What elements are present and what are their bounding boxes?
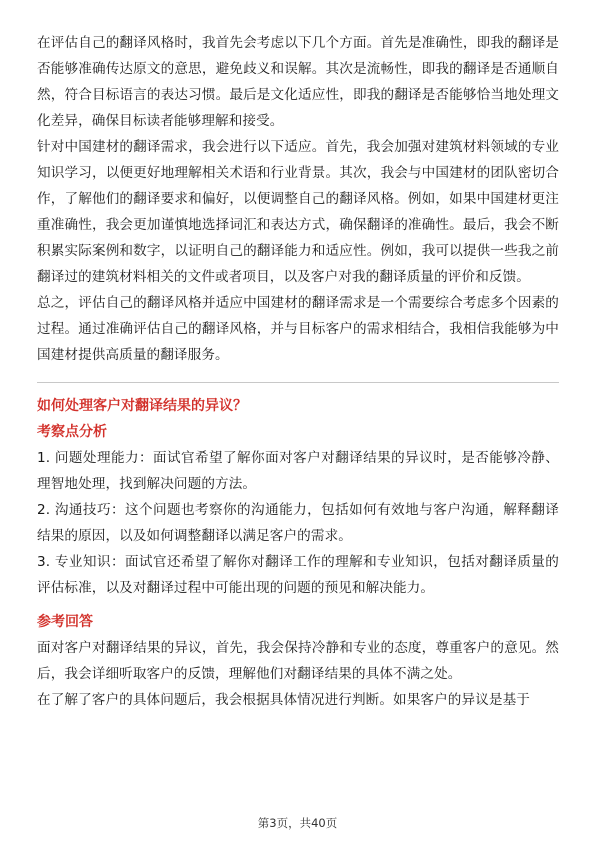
intro-paragraph-2: 针对中国建材的翻译需求，我会进行以下适应。首先，我会加强对建筑材料领域的专业知识学习，以便更好地理解相关术语和行业背景。其次，我会与中国建材的团队密切合作，了解他们的翻译要求和偏好，以便调整自己的翻译风格。例如，如果中国建材更注重准确性，我会更加谨慎地选择词汇和表达方式，确保翻译的准确性。最后，我会不断积累实际案例和数字，以证明自己的翻译能力和适应性。例如，我可以提供一些我之前翻译过的建筑材料相关的文件或者项目，以及客户对我的翻译质量的评价和反馈。	[37, 139, 559, 285]
section-divider	[37, 382, 559, 383]
analysis-point-1: 1. 问题处理能力：面试官希望了解你面对客户对翻译结果的异议时，是否能够冷静、理智地处理，找到解决问题的方法。	[37, 450, 559, 492]
page-content	[37, 30, 559, 713]
analysis-heading: 考察点分析	[37, 424, 107, 440]
answer-heading: 参考回答	[37, 614, 93, 630]
intro-paragraph-3: 总之，评估自己的翻译风格并适应中国建材的翻译需求是一个需要综合考虑多个因素的过程。通过准确评估自己的翻译风格，并与目标客户的需求相结合，我相信我能够为中国建材提供高质量的翻译服务。	[37, 295, 559, 363]
page-number-footer: 第3页，共40页	[257, 816, 338, 830]
question-title: 如何处理客户对翻译结果的异议？	[37, 398, 247, 414]
answer-paragraph-2: 在了解了客户的具体问题后，我会根据具体情况进行判断。如果客户的异议是基于	[37, 692, 530, 708]
answer-paragraph-1: 面对客户对翻译结果的异议，首先，我会保持冷静和专业的态度，尊重客户的意见。然后，我会详细听取客户的反馈，理解他们对翻译结果的具体不满之处。	[37, 640, 559, 682]
analysis-point-3: 3. 专业知识：面试官还希望了解你对翻译工作的理解和专业知识，包括对翻译质量的评估标准，以及对翻译过程中可能出现的问题的预见和解决能力。	[37, 554, 559, 596]
analysis-point-2: 2. 沟通技巧：这个问题也考察你的沟通能力，包括如何有效地与客户沟通，解释翻译结果的原因，以及如何调整翻译以满足客户的需求。	[37, 502, 559, 544]
intro-paragraph-1: 在评估自己的翻译风格时，我首先会考虑以下几个方面。首先是准确性，即我的翻译是否能够准确传达原文的意思，避免歧义和误解。其次是流畅性，即我的翻译是否通顺自然，符合目标语言的表达习惯。最后是文化适应性，即我的翻译是否能够恰当地处理文化差异，确保目标读者能够理解和接受。	[37, 35, 559, 129]
